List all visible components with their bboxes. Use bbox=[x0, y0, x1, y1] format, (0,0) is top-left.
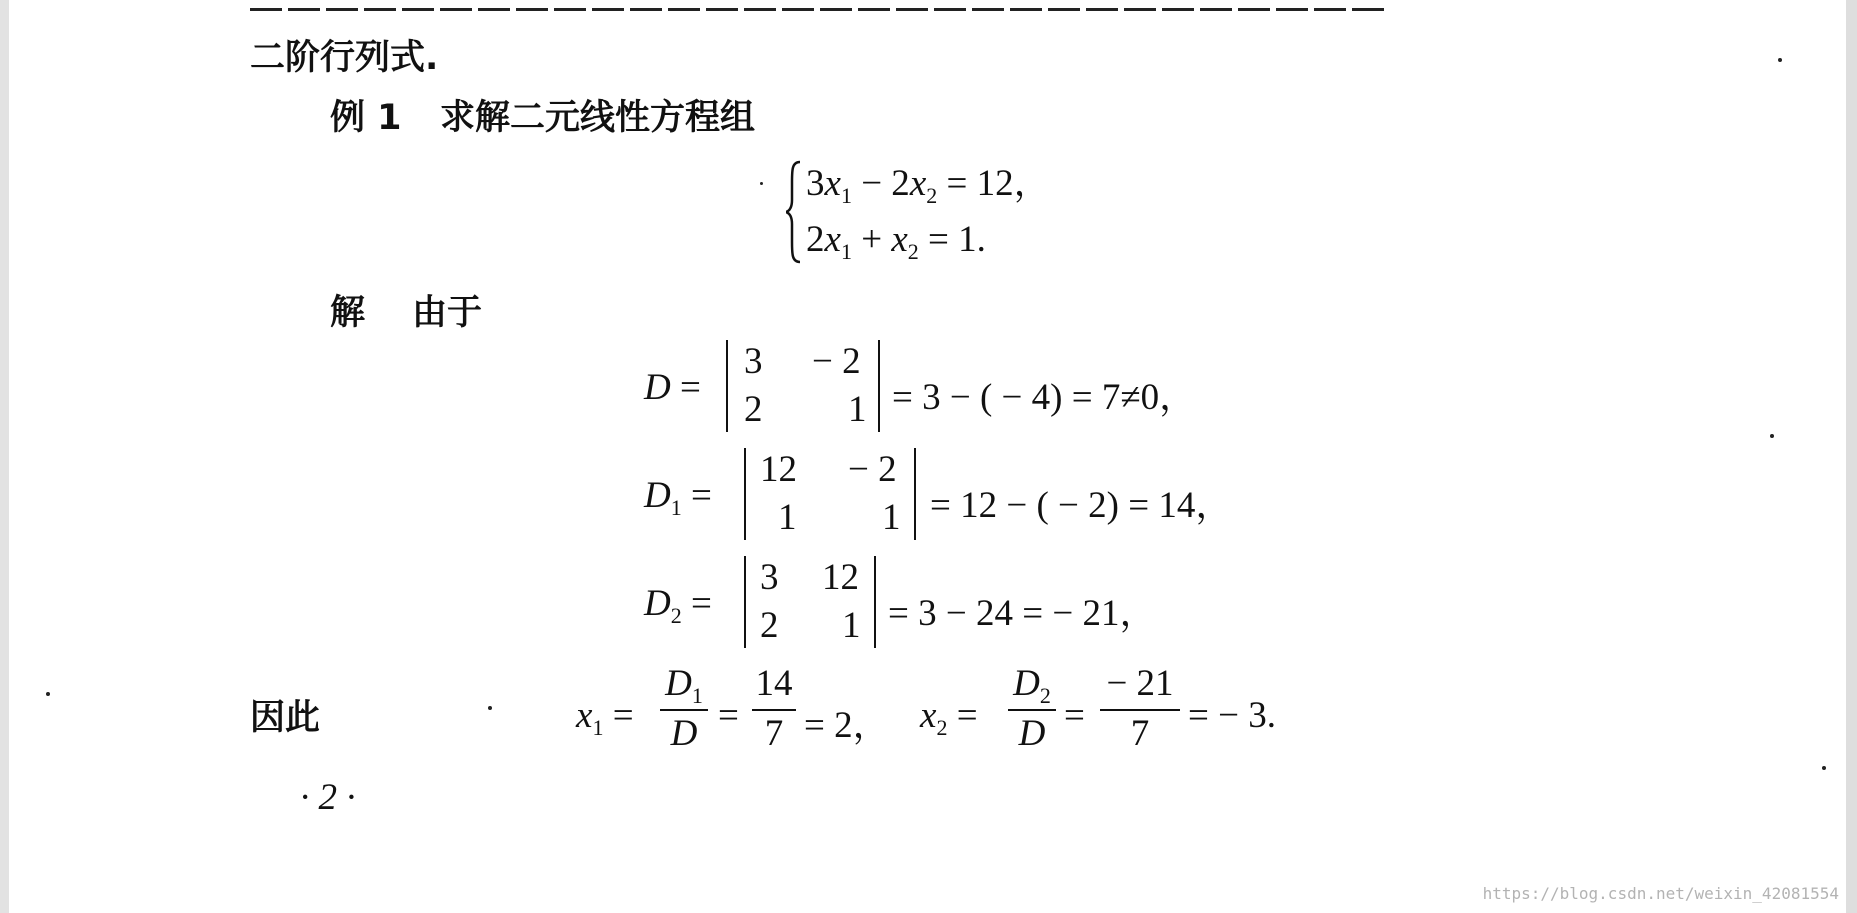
equation-2: $2x_1 + x_2 = 1$. bbox=[806, 219, 986, 264]
x1-fraction-value: 14 7 bbox=[752, 662, 796, 758]
matrix-cell: − 2 bbox=[812, 341, 861, 382]
determinant-matrix bbox=[744, 448, 916, 540]
left-brace bbox=[786, 160, 802, 264]
matrix-cell: 2 bbox=[760, 605, 779, 646]
paragraph-line: 二阶行列式. bbox=[250, 38, 439, 78]
x2-result: = − 3. bbox=[1188, 695, 1276, 736]
matrix-cell: 1 bbox=[842, 605, 861, 646]
x2-fraction-value: − 21 7 bbox=[1100, 662, 1180, 758]
matrix-cell: 1 bbox=[778, 497, 797, 538]
x2-fraction-cramer: $D_2$ D bbox=[1008, 662, 1056, 758]
therefore-label: 因此 bbox=[250, 698, 321, 738]
determinant-matrix bbox=[744, 556, 876, 648]
matrix-cell: 2 bbox=[744, 389, 763, 430]
matrix-cell: 3 bbox=[760, 557, 779, 598]
scan-speck bbox=[1770, 434, 1774, 438]
page-edge-left bbox=[0, 0, 9, 913]
determinant-value: = 12 − ( − 2) = 14， bbox=[930, 485, 1233, 526]
equals-sign: = bbox=[718, 695, 739, 736]
x1-fraction-cramer: $D_1$ D bbox=[660, 662, 708, 758]
scan-speck bbox=[1778, 58, 1782, 62]
x1-result: = 2， bbox=[804, 705, 890, 746]
determinant-name: $D_2$ = bbox=[644, 583, 712, 628]
solution-label: 解 bbox=[330, 293, 366, 333]
example-label: 例 1 bbox=[330, 98, 402, 138]
scan-speck bbox=[760, 182, 763, 185]
equals-sign: = bbox=[1064, 695, 1085, 736]
x1-lhs: $x_1$ = bbox=[576, 695, 634, 740]
equation-1: $3x_1 - 2x_2 = 12$， bbox=[806, 163, 1051, 208]
scan-speck bbox=[1822, 766, 1826, 770]
scan-speck bbox=[488, 706, 492, 710]
determinant-value: = 3 − ( − 4) = 7≠0， bbox=[892, 377, 1197, 418]
cropped-text-line bbox=[250, 0, 1390, 8]
watermark: https://blog.csdn.net/weixin_42081554 bbox=[1482, 884, 1839, 903]
matrix-cell: 1 bbox=[882, 497, 901, 538]
x2-lhs: $x_2$ = bbox=[920, 695, 978, 740]
determinant-name: D = bbox=[644, 367, 701, 408]
determinant-value: = 3 − 24 = − 21， bbox=[888, 593, 1157, 634]
determinant-matrix bbox=[726, 340, 880, 432]
matrix-cell: − 2 bbox=[848, 449, 897, 490]
matrix-cell: 12 bbox=[822, 557, 859, 598]
scan-speck bbox=[46, 692, 50, 696]
page-edge-right bbox=[1846, 0, 1857, 913]
matrix-cell: 3 bbox=[744, 341, 763, 382]
example-title: 求解二元线性方程组 bbox=[440, 98, 756, 138]
matrix-cell: 1 bbox=[848, 389, 867, 430]
determinant-name: $D_1$ = bbox=[644, 475, 712, 520]
solution-text: 由于 bbox=[412, 293, 483, 333]
matrix-cell: 12 bbox=[760, 449, 797, 490]
page-number: · 2 · bbox=[300, 777, 356, 818]
